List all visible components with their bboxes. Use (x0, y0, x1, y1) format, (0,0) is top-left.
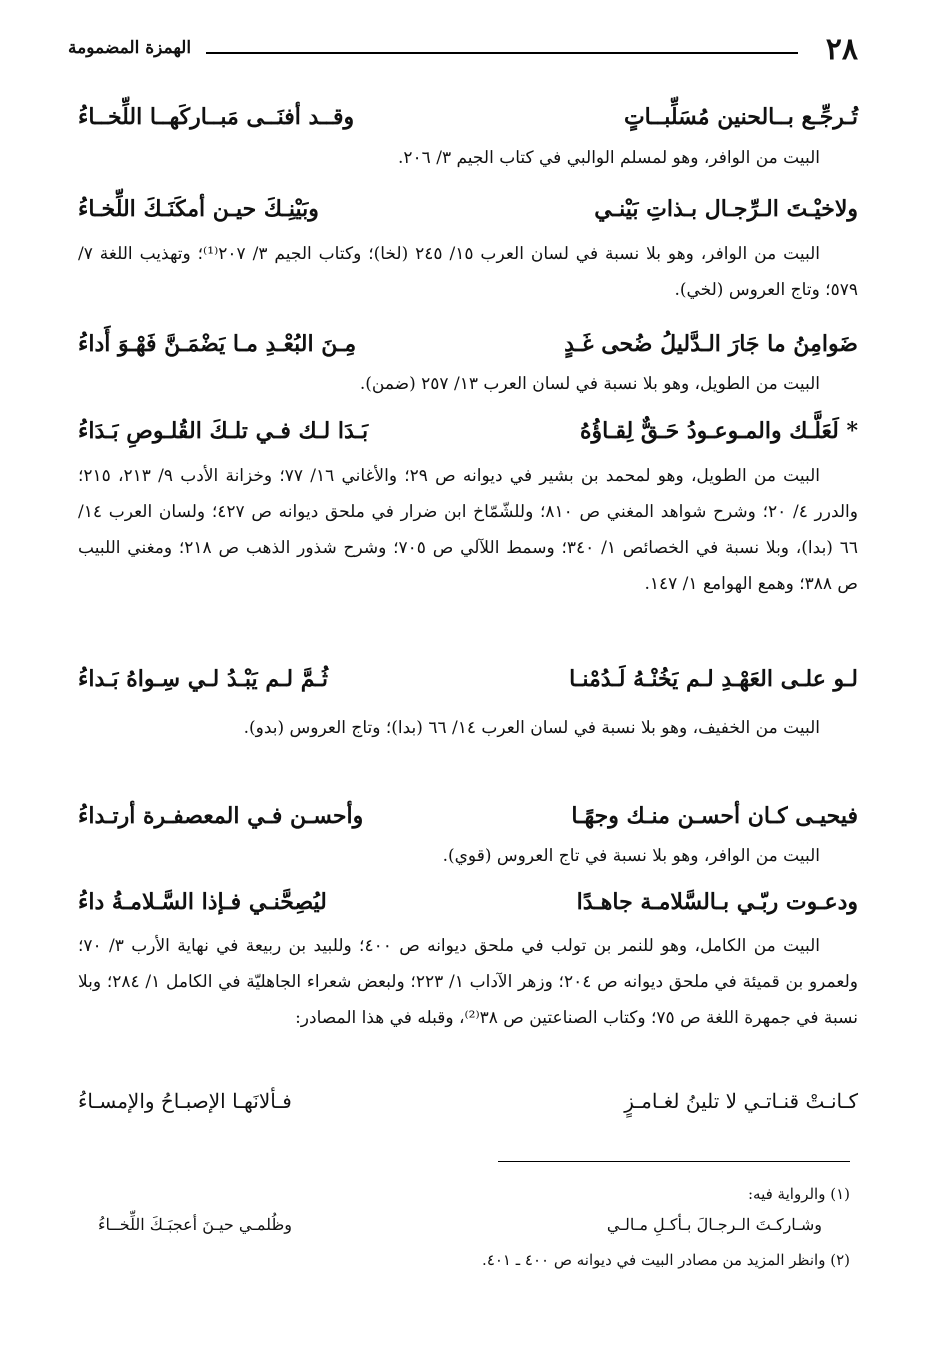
verse-first-hemistich: لـو علـى العَهْـدِ لـم يَخُنْـهُ لَـدُمْنـا (569, 666, 858, 692)
verse-second-hemistich: مِـنَ البُعْـدِ مـا يَضْمَـنَّ فَهْـوَ أَداءُ (78, 331, 357, 357)
header-rule (206, 52, 798, 54)
verse-first-hemistich: وشـاركـتَ الـرجـالَ بـأكـلِ مـالـي (606, 1215, 822, 1234)
footnote-separator (498, 1161, 850, 1162)
verse-first-hemistich: كـانـتْ قنـاتـي لا تلينُ لغـامـزٍ (624, 1089, 858, 1113)
verse (78, 660, 858, 698)
footnote-verse (98, 1210, 822, 1240)
verse-second-hemistich: ثُـمَّ لـم يَبْـدُ لـي سِـواهُ بَـداءُ (78, 666, 328, 692)
verse-second-hemistich: ليُصِحَّنـي فـإذا السَّـلامـةُ داءُ (78, 889, 327, 915)
verse-second-hemistich: فـألانَهـا الإصبـاحُ والإمسـاءُ (78, 1089, 292, 1113)
verse-note: البيت من الوافر، وهو لمسلم الوالبي في كتاب الجيم ٣/ ٢٠٦. (397, 148, 820, 168)
verse-note: البيت من الوافر، وهو بلا نسبة في تاج العروس (قوي). (442, 846, 820, 866)
verse (78, 797, 858, 835)
verse-first-hemistich: تُـرجِّـع بــالحنين مُسَلِّبــاتٍ (623, 104, 858, 130)
verse-first-hemistich: فيحيـى كـان أحسـن منـك وجهًـا (571, 803, 858, 829)
verse-note: البيت من الوافر، وهو بلا نسبة في لسان العرب ١٥/ ٢٤٥ (لخا)؛ وكتاب الجيم ٣/ ٢٠٧⁽¹⁾؛ وتهذيب اللغة ٧/ ٥٧٩؛ وتاج العروس (لخي). (78, 244, 858, 300)
verse-second-hemistich: وظُلمـي حيـنَ أعجبَـكَ اللِّخــاءُ (98, 1215, 292, 1234)
verse (78, 883, 858, 921)
verse (78, 325, 858, 363)
verse-second-hemistich: وقــد أفنَــى مَبــاركَهــا اللِّخــاءُ (78, 104, 355, 130)
verse-note: البيت من الكامل، وهو للنمر بن تولب في ملحق ديوانه ص ٤٠٠؛ وللبيد بن ربيعة في نهاية الأرب ٣/ ٧٠؛ ولعمرو بن قميئة في ملحق ديوانه ص ٢٠٤؛ وزهر الآداب ١/ ٢٢٣؛ ولبعض شعراء الجاهليّة في الكامل ١/ ٢٨٤؛ وبلا نسبة في جمهرة اللغة ص ٧٥؛ وكتاب الصناعتين ص ٣٨⁽²⁾، وقبله في هذا المصادر: (78, 936, 858, 1028)
verse-second-hemistich: وبَيْنِـكَ حيـن أمكَنَـكَ اللِّخـاءُ (78, 196, 319, 222)
verse (78, 190, 858, 228)
verse-note: البيت من الطويل، وهو لمحمد بن بشير في ديوانه ص ٢٩؛ والأغاني ١٦/ ٧٧؛ وخزانة الأدب ٩/ ٢١٣، ٢١٥؛ والدرر ٤/ ٢٠؛ وشرح شواهد المغني ص ٨١٠؛ وللشّمّاخ ابن ضرار في ملحق ديوانه ص ٤٢٧؛ ولسان العرب ١٤/ ٦٦ (بدا)، وبلا نسبة في الخصائص ١/ ٣٤٠؛ وسمط اللآلي ص ٧٠٥؛ وشرح شذور الذهب ص ٢١٨؛ ومغني اللبيب ص ٣٨٨؛ وهمع الهوامع ١/ ١٤٧. (78, 466, 858, 594)
verse-first-hemistich: ودعـوت ربّـي بـالسَّلامـة جاهـدًا (576, 889, 858, 915)
running-title: الهمزة المضمومة (68, 38, 192, 58)
verse (78, 412, 858, 450)
page-number: ٢٨ (825, 32, 858, 67)
footnote-2: (٢) وانظر المزيد من مصادر البيت في ديوانه ص ٤٠٠ ـ ٤٠١. (482, 1251, 850, 1269)
verse-note: البيت من الطويل، وهو بلا نسبة في لسان العرب ١٣/ ٢٥٧ (ضمن). (359, 374, 820, 394)
verse-second-hemistich: بَـدَا لـك فـي تلـكَ القُلـوصِ بَـدَاءُ (78, 418, 369, 444)
verse (78, 98, 858, 136)
verse-first-hemistich: ولاخيْـتَ الـرِّجـال بـذاتِ بَيْنـي (594, 196, 858, 222)
verse-note: البيت من الخفيف، وهو بلا نسبة في لسان العرب ١٤/ ٦٦ (بدا)؛ وتاج العروس (بدو). (243, 718, 820, 738)
verse-first-hemistich: * لَعَلَّـك والمـوعـودُ حَـقٌّ لِقـاؤُهُ (580, 418, 858, 444)
page-header (68, 32, 858, 68)
verse-second-hemistich: وأحسـن فـي المعصفـرة أرتـداءُ (78, 803, 364, 829)
footnote-1: (١) والرواية فيه: (748, 1185, 850, 1203)
verse-first-hemistich: ضَوامِنُ ما جَارَ الـدَّليلُ ضُحى غَـدٍ (564, 331, 858, 357)
preceding-verse (78, 1082, 858, 1120)
